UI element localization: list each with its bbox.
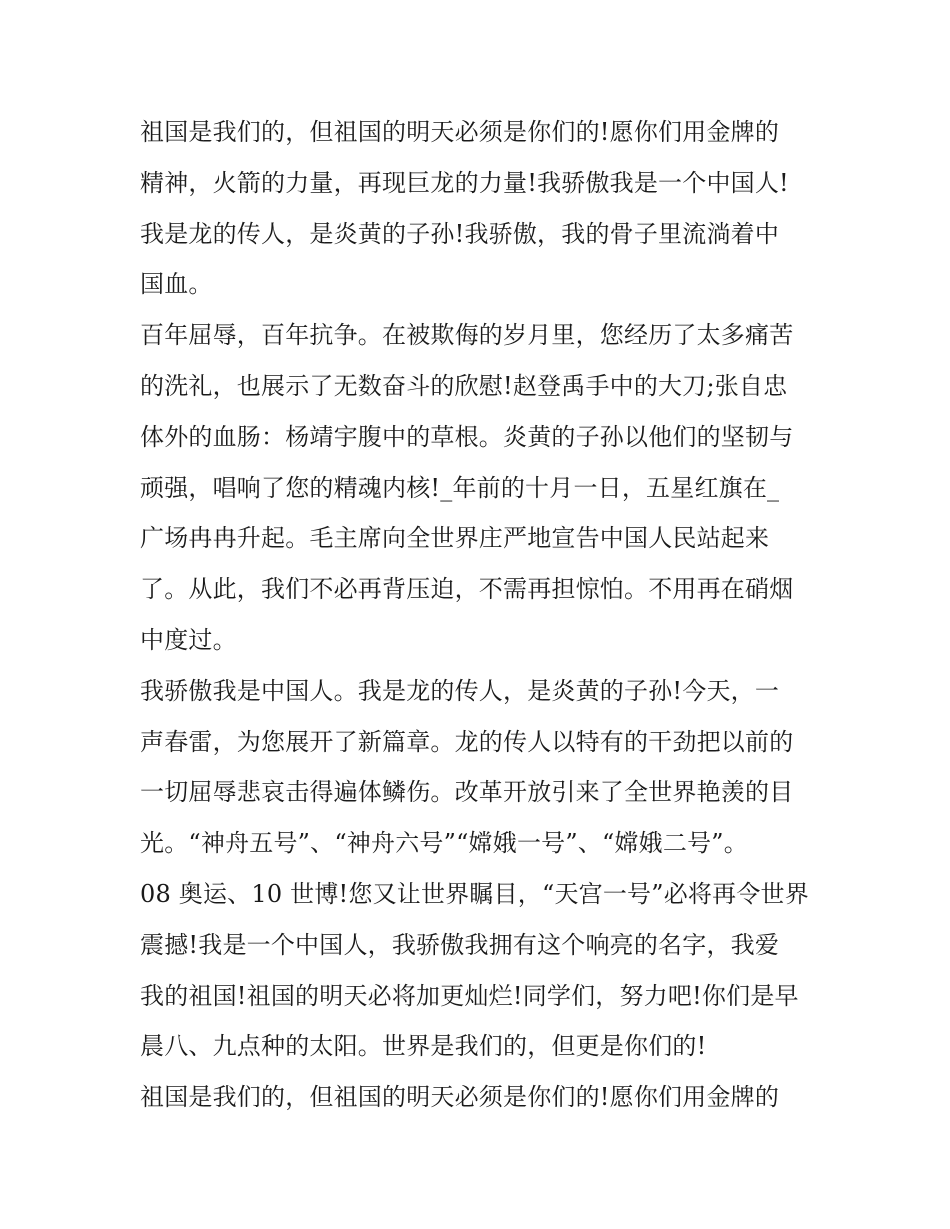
text-line: 广场冉冉升起。毛主席向全世界庄严地宣告中国人民站起来 [140, 524, 770, 553]
text-line: 祖国是我们的，但祖国的明天必须是你们的!愿你们用金牌的 [140, 118, 780, 146]
text-line: 我的祖国!祖国的明天必将加更灿烂!同学们，努力吧!你们是早 [140, 981, 799, 1010]
text-line: 的洗礼，也展示了无数奋斗的欣慰!赵登禹手中的大刀;张自忠 [140, 371, 788, 400]
text-line: 顽强，唱响了您的精魂内核!_年前的十月一日，五星红旗在_ [140, 473, 780, 502]
text-line: 08 奥运、10 世博!您又让世界瞩目，“天宫一号”必将再令世界 [140, 879, 809, 908]
document-body [140, 107, 830, 1123]
text-line: 晨八、九点种的太阳。世界是我们的，但更是你们的! [140, 1032, 707, 1061]
text-line: 中度过。 [140, 625, 237, 654]
text-line: 了。从此，我们不必再背压迫，不需再担惊怕。不用再在硝烟 [140, 575, 794, 604]
text-line: 一切屈辱悲哀击得遍体鳞伤。改革开放引来了全世界艳羡的目 [140, 778, 794, 807]
text-line: 震撼!我是一个中国人，我骄傲我拥有这个响亮的名字，我爱 [140, 930, 780, 959]
text-line: 国血。 [140, 270, 213, 299]
text-line: 祖国是我们的，但祖国的明天必须是你们的!愿你们用金牌的 [140, 1083, 780, 1112]
text-line: 声春雷，为您展开了新篇章。龙的传人以特有的干劲把以前的 [140, 727, 794, 756]
text-line: 光。“神舟五号”、“神舟六号”“嫦娥一号”、“嫦娥二号”。 [140, 829, 748, 858]
text-line: 我骄傲我是中国人。我是龙的传人，是炎黄的子孙!今天，一 [140, 676, 780, 705]
text-line: 精神，火箭的力量，再现巨龙的力量!我骄傲我是一个中国人! [140, 168, 789, 197]
text-line: 我是龙的传人，是炎黄的子孙!我骄傲，我的骨子里流淌着中 [140, 219, 780, 248]
text-line: 百年屈辱，百年抗争。在被欺侮的岁月里，您经历了太多痛苦 [140, 321, 794, 350]
text-line: 体外的血肠：杨靖宇腹中的草根。炎黄的子孙以他们的坚韧与 [140, 422, 794, 451]
